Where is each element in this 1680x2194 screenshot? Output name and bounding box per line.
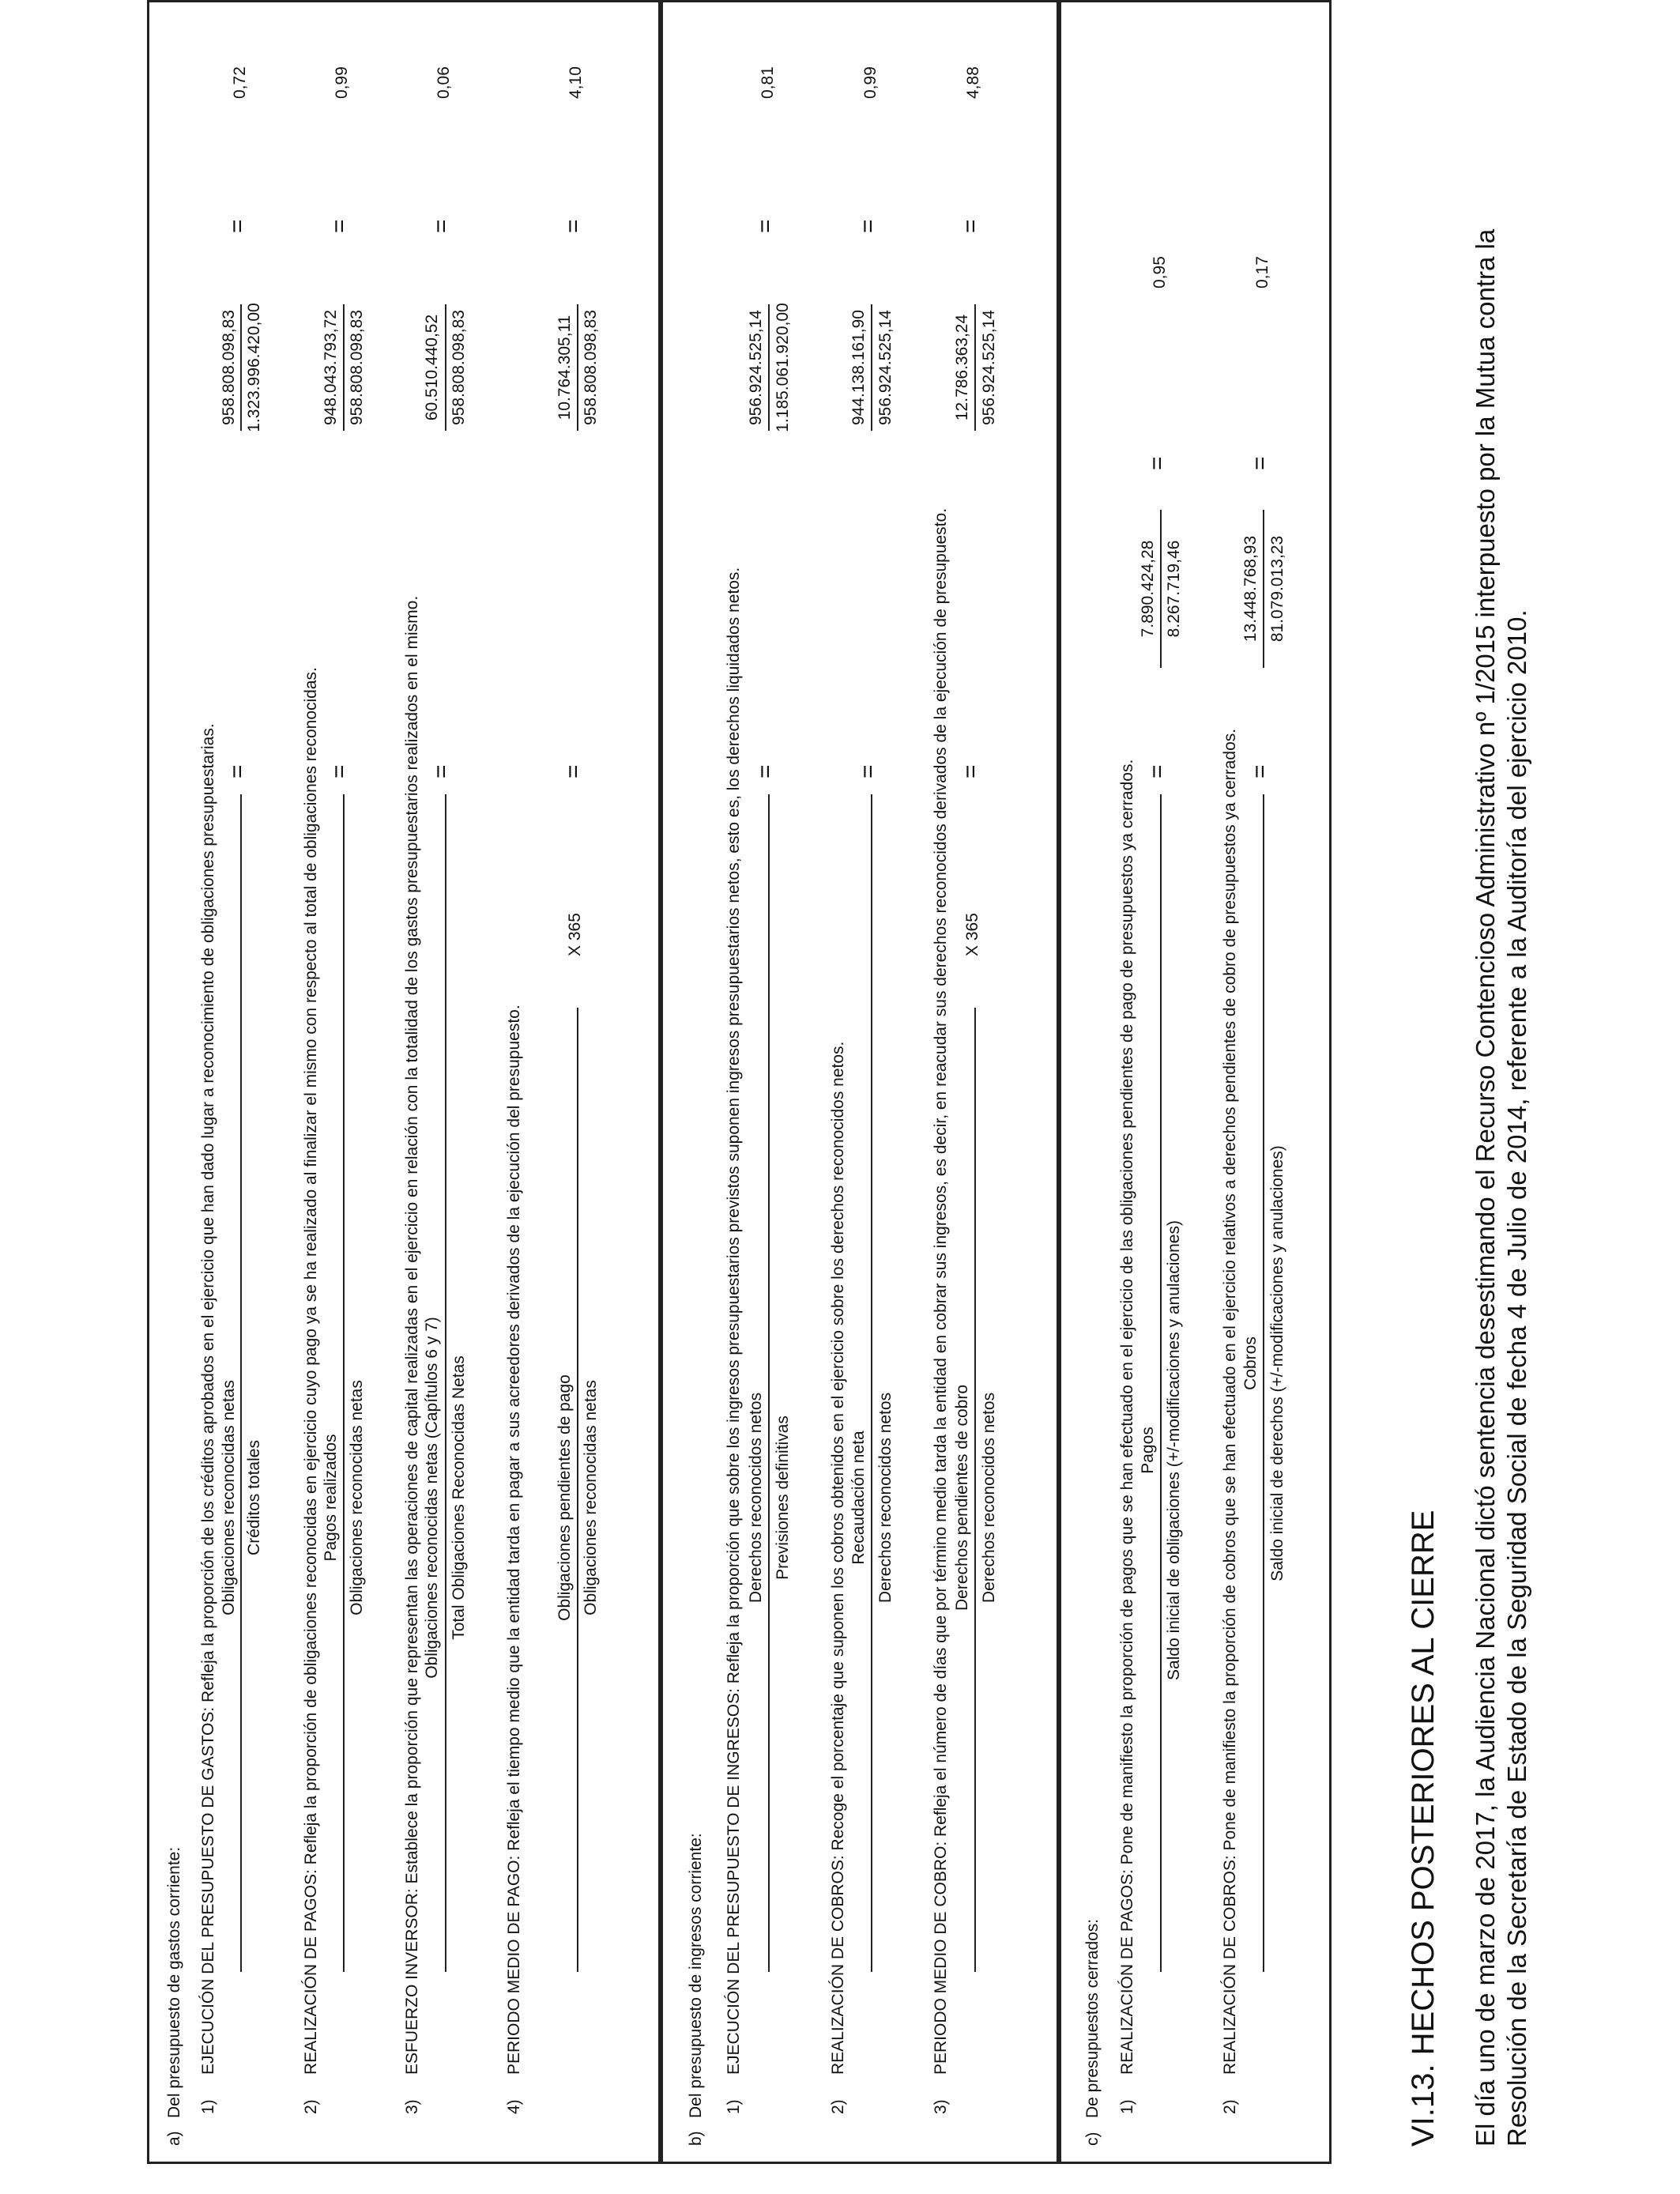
item-title: EJECUCIÓN DEL PRESUPUESTO DE INGRESOS: Refleja la proporción que sobre los ingresos presupuestarios previstos suponen ingresos presupuestarios netos, esto es, los derechos liquidados netos. bbox=[725, 567, 743, 2075]
denominator-label: Obligaciones reconocidas netas bbox=[348, 1380, 366, 1615]
paragraph-line-2: Resolución de la Secretaría de Estado de la Seguridad Social de fecha 4 de Julio de 2014, referente a la Auditoría del ejercicio 2010. bbox=[1502, 609, 1531, 2147]
numerator-label: Cobros bbox=[1241, 1336, 1260, 1390]
multiplier: X 365 bbox=[963, 913, 981, 956]
result-value: 4,10 bbox=[567, 66, 585, 99]
denominator-value: 81.079.013,23 bbox=[1268, 535, 1286, 643]
denominator-value: 956.924.525,14 bbox=[980, 310, 998, 425]
section-heading: VI.13. HECHOS POSTERIORES AL CIERRE bbox=[1406, 1510, 1441, 2147]
numerator-label: Derechos pendientes de cobro bbox=[953, 1384, 971, 1612]
result-value: 0,95 bbox=[1151, 256, 1169, 288]
item-number: 1) bbox=[1118, 2099, 1136, 2114]
numerator-value: 12.786.363,24 bbox=[953, 314, 971, 421]
section-b-box bbox=[661, 0, 1059, 2164]
numerator-label: Pagos bbox=[1139, 1427, 1157, 1474]
fraction-line bbox=[445, 794, 446, 1972]
equals-sign: = bbox=[326, 219, 352, 233]
numerator-value: 948.043.793,72 bbox=[322, 310, 340, 425]
numerator-value: 60.510.440,52 bbox=[423, 314, 441, 421]
denominator-value: 958.808.098,83 bbox=[348, 310, 366, 425]
equals-sign: = bbox=[428, 764, 454, 778]
equals-sign: = bbox=[1247, 456, 1273, 470]
denominator-label: Previsiones definitivas bbox=[774, 1416, 792, 1580]
fraction-line bbox=[1263, 794, 1264, 1972]
equals-sign: = bbox=[560, 764, 586, 778]
denominator-label: Derechos reconocidos netos bbox=[980, 1392, 998, 1604]
numerator-label: Pagos realizados bbox=[322, 1434, 340, 1562]
equals-sign: = bbox=[560, 219, 586, 233]
denominator-value: 958.808.098,83 bbox=[450, 310, 468, 425]
fraction-line bbox=[445, 304, 446, 431]
equals-sign: = bbox=[855, 764, 881, 778]
paragraph-line-1: El día uno de marzo de 2017, la Audiencia Nacional dictó sentencia desestimando el Recurso Contencioso Administrativo nº 1/2015 interpuesto por la Mutua contra la bbox=[1471, 228, 1500, 2147]
item-title: PERIODO MEDIO DE PAGO: Refleja el tiempo medio que la entidad tarda en pagar a sus acreedores derivados de la ejecución del presupuesto. bbox=[505, 1005, 523, 2075]
fraction-line bbox=[240, 304, 242, 431]
denominator-value: 1.185.061.920,00 bbox=[774, 303, 792, 432]
item-title: REALIZACIÓN DE COBROS: Recoge el porcentaje que suponen los cobros obtenidos en el ejercicio sobre los derechos reconocidos netos. bbox=[829, 1041, 847, 2075]
numerator-label: Obligaciones pendientes de pago bbox=[556, 1374, 574, 1621]
item-number: 4) bbox=[505, 2099, 523, 2114]
result-value: 0,99 bbox=[861, 66, 880, 99]
equals-sign: = bbox=[752, 219, 778, 233]
result-value: 0,99 bbox=[333, 66, 351, 99]
fraction-line bbox=[343, 794, 345, 1972]
item-number: 2) bbox=[302, 2099, 320, 2114]
item-number: 3) bbox=[403, 2099, 421, 2114]
fraction-line bbox=[1160, 794, 1162, 1972]
fraction-line bbox=[577, 1008, 578, 1972]
denominator-value: 8.267.719,46 bbox=[1165, 540, 1183, 638]
equals-sign: = bbox=[326, 764, 352, 778]
fraction-line bbox=[343, 304, 345, 431]
equals-sign: = bbox=[855, 219, 881, 233]
fraction-line bbox=[240, 794, 242, 1972]
section-a-box bbox=[147, 0, 661, 2164]
section-c-box bbox=[1059, 0, 1332, 2164]
section-b-title: Del presupuesto de ingresos corriente: bbox=[687, 1833, 705, 2118]
fraction-line bbox=[974, 304, 976, 431]
equals-sign: = bbox=[1247, 764, 1273, 778]
denominator-label: Saldo inicial de obligaciones (+/-modificaciones y anulaciones) bbox=[1165, 1220, 1183, 1680]
fraction-line bbox=[577, 304, 578, 431]
section-c-title: De presupuestos cerrados: bbox=[1083, 1918, 1102, 2118]
numerator-value: 944.138.161,90 bbox=[849, 310, 868, 425]
numerator-label: Obligaciones reconocidas netas bbox=[220, 1380, 238, 1615]
fraction-line bbox=[1263, 510, 1264, 668]
item-number: 3) bbox=[932, 2099, 950, 2114]
denominator-label: Total Obligaciones Reconocidas Netas bbox=[450, 1355, 468, 1640]
fraction-line bbox=[768, 794, 770, 1972]
fraction-line bbox=[768, 304, 770, 431]
equals-sign: = bbox=[752, 764, 778, 778]
item-number: 1) bbox=[725, 2099, 743, 2114]
equals-sign: = bbox=[958, 219, 984, 233]
item-title: ESFUERZO INVERSOR: Establece la proporción que representan las operaciones de capital realizadas en el ejercicio en relación con la totalidad de los gastos presupuestarios realizados en el mismo. bbox=[403, 595, 421, 2075]
item-number: 1) bbox=[199, 2099, 217, 2114]
result-value: 0,81 bbox=[759, 66, 777, 99]
fraction-line bbox=[871, 304, 872, 431]
result-value: 0,06 bbox=[435, 66, 453, 99]
fraction-line bbox=[1160, 510, 1162, 668]
multiplier: X 365 bbox=[566, 913, 584, 956]
equals-sign: = bbox=[428, 219, 454, 233]
fraction-line bbox=[871, 794, 872, 1972]
section-a-label: a) bbox=[165, 2131, 183, 2146]
denominator-value: 956.924.525,14 bbox=[876, 310, 895, 425]
section-b-label: b) bbox=[687, 2131, 705, 2146]
item-title: REALIZACIÓN DE COBROS: Pone de manifiesto la proporción de cobros que se han efectuado en el ejercicio relativos a derechos pendientes de cobro de presupuestos ya cerrados. bbox=[1221, 728, 1239, 2075]
numerator-value: 13.448.768,93 bbox=[1241, 535, 1260, 643]
denominator-label: Derechos reconocidos netos bbox=[876, 1392, 895, 1604]
item-title: EJECUCIÓN DEL PRESUPUESTO DE GASTOS: Refleja la proporción de los créditos aprobados en el ejercicio que han dado lugar a reconocimiento de obligaciones presupuestarias. bbox=[199, 723, 217, 2075]
item-number: 2) bbox=[829, 2099, 847, 2114]
denominator-label: Créditos totales bbox=[245, 1440, 263, 1555]
denominator-label: Obligaciones reconocidas netas bbox=[582, 1380, 600, 1615]
equals-sign: = bbox=[224, 219, 250, 233]
numerator-label: Recaudación neta bbox=[849, 1431, 868, 1565]
equals-sign: = bbox=[224, 764, 250, 778]
item-title: PERIODO MEDIO DE COBRO: Refleja el número de días que por término medio tarda la entidad en cobrar sus ingresos, es decir, en reacudar sus derechos reconocidos derivados de la ejecución de presupuesto. bbox=[932, 507, 950, 2075]
item-number: 2) bbox=[1221, 2099, 1239, 2114]
numerator-value: 958.808.098,83 bbox=[220, 310, 238, 425]
section-a-title: Del presupuesto de gastos corriente: bbox=[165, 1846, 183, 2118]
numerator-label: Obligaciones reconocidas netas (Capítulos 6 y 7) bbox=[423, 1317, 441, 1679]
result-value: 0,17 bbox=[1253, 256, 1271, 288]
numerator-label: Derechos reconocidos netos bbox=[747, 1392, 765, 1604]
numerator-value: 10.764.305,11 bbox=[556, 315, 574, 420]
item-title: REALIZACIÓN DE PAGOS: Refleja la proporción de obligaciones reconocidas en ejercicio cuyo pago ya se ha realizado al finalizar el mismo con respecto al total de obligaciones reconocidas. bbox=[302, 667, 320, 2075]
denominator-label: Saldo inicial de derechos (+/-modificaciones y anulaciones) bbox=[1268, 1145, 1286, 1581]
equals-sign: = bbox=[1144, 764, 1170, 778]
numerator-value: 956.924.525,14 bbox=[747, 310, 765, 425]
fraction-line bbox=[974, 1008, 976, 1972]
result-value: 4,88 bbox=[964, 66, 982, 99]
numerator-value: 7.890.424,28 bbox=[1139, 540, 1157, 638]
denominator-value: 1.323.996.420,00 bbox=[245, 303, 263, 432]
equals-sign: = bbox=[1144, 456, 1170, 470]
denominator-value: 958.808.098,83 bbox=[582, 310, 600, 425]
item-title: REALIZACIÓN DE PAGOS: Pone de manifiesto la proporción de pagos que se han efectuado en el ejercicio de las obligaciones pendientes de pago de presupuestos ya cerrados. bbox=[1118, 759, 1136, 2075]
section-c-label: c) bbox=[1083, 2132, 1102, 2146]
equals-sign: = bbox=[958, 764, 984, 778]
result-value: 0,72 bbox=[231, 66, 249, 99]
